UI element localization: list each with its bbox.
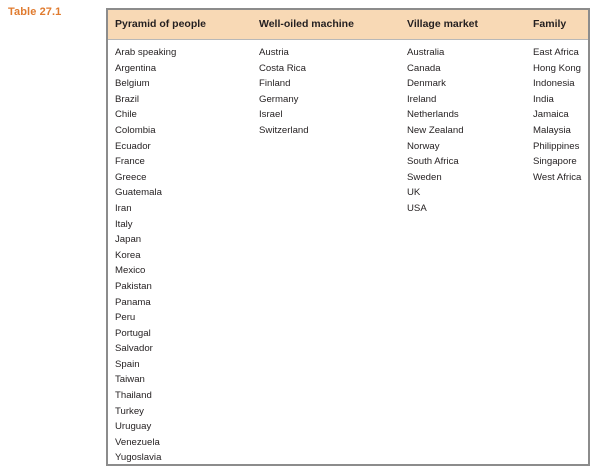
table-cell-country: Netherlands — [407, 109, 459, 121]
table-cell-country: West Africa — [533, 171, 582, 183]
table-cell-country: Colombia — [115, 124, 156, 136]
table-cell-country: Hong Kong — [533, 62, 582, 74]
table-cell-country: Salvador — [115, 343, 153, 355]
header-well-oiled-machine: Well-oiled machine — [259, 18, 354, 30]
table-cell-country: South Africa — [407, 156, 459, 168]
table-cell-country: Portugal — [115, 327, 151, 339]
table-cell-country: Costa Rica — [259, 62, 306, 74]
table-cell-country: Ireland — [407, 93, 437, 105]
table-cell-country: Arab speaking — [115, 47, 177, 58]
table-cell-country: Jamaica — [533, 109, 569, 121]
country-classification-table — [106, 8, 590, 466]
table-header-row — [108, 10, 588, 40]
table-cell-country: USA — [407, 202, 427, 214]
table-cell-country: Denmark — [407, 78, 446, 90]
column-pyramid-of-people — [115, 45, 176, 466]
table-cell-country: Spain — [115, 358, 140, 370]
table-cell-country: Sweden — [407, 171, 442, 183]
table-cell-country: Japan — [115, 234, 142, 246]
table-label: Table 27.1 — [8, 6, 62, 18]
table-cell-country: Indonesia — [533, 78, 575, 90]
header-pyramid-of-people: Pyramid of people — [115, 18, 207, 30]
table-cell-country: India — [533, 93, 554, 105]
table-cell-country: Venezuela — [115, 436, 160, 448]
column-well-oiled-machine — [259, 45, 309, 139]
table-cell-country: Korea — [115, 249, 141, 261]
table-cell-country: Austria — [259, 47, 289, 58]
table-cell-country: Guatemala — [115, 187, 162, 199]
table-cell-country: Iran — [115, 202, 132, 214]
table-cell-country: Finland — [259, 78, 291, 90]
table-cell-country: Singapore — [533, 156, 577, 168]
header-village-market: Village market — [407, 18, 479, 30]
table-cell-country: Panama — [115, 296, 151, 308]
header-family: Family — [533, 18, 567, 30]
table-cell-country: UK — [407, 187, 421, 199]
table-cell-country: New Zealand — [407, 124, 464, 136]
table-cell-country: Australia — [407, 47, 445, 58]
table-cell-country: Uruguay — [115, 421, 152, 433]
table-cell-country: Turkey — [115, 405, 144, 417]
table-cell-country: Canada — [407, 62, 441, 74]
table-cell-country: Italy — [115, 218, 133, 230]
table-cell-country: Ecuador — [115, 140, 151, 152]
table-cell-country: East Africa — [533, 47, 579, 58]
table-cell-country: Norway — [407, 140, 440, 152]
table-cell-country: Israel — [259, 109, 283, 121]
table-cell-country: Taiwan — [115, 374, 145, 386]
table-cell-country: Philippines — [533, 140, 580, 152]
table-cell-country: Thailand — [115, 390, 152, 402]
column-village-market — [407, 45, 464, 217]
table-cell-country: Belgium — [115, 78, 150, 90]
table-cell-country: Brazil — [115, 93, 139, 105]
column-family — [533, 45, 581, 185]
table-cell-country: Argentina — [115, 62, 157, 74]
table-cell-country: Greece — [115, 171, 147, 183]
table-cell-country: Yugoslavia — [115, 452, 162, 464]
table-cell-country: Switzerland — [259, 124, 309, 136]
table-cell-country: Germany — [259, 93, 299, 105]
table-cell-country: France — [115, 156, 145, 168]
table-cell-country: Malaysia — [533, 124, 571, 136]
table-cell-country: Chile — [115, 109, 137, 121]
table-cell-country: Pakistan — [115, 280, 152, 292]
table-cell-country: Peru — [115, 312, 136, 324]
table-cell-country: Mexico — [115, 265, 146, 277]
